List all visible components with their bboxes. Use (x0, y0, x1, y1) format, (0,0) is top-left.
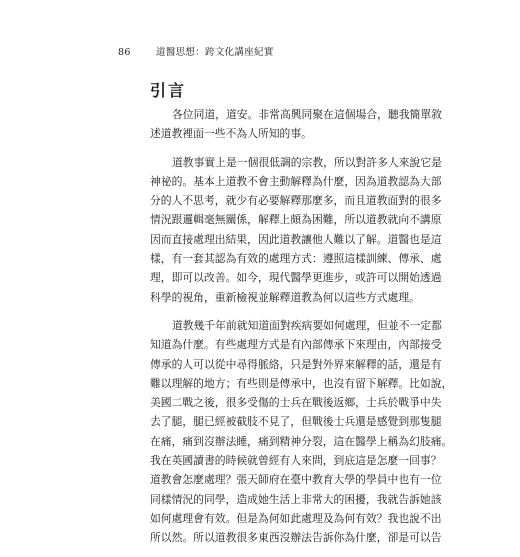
text-line: 傳承的人可以從中尋得脈絡，只是對外界來解釋的話，還是有 (150, 357, 442, 371)
text-line: 道教事實上是一個很低調的宗教，所以對許多人來說它是 (172, 155, 442, 169)
text-line: 理，即可以改善。如今，現代醫學更進步，或許可以開始透過 (150, 271, 442, 285)
text-line: 情況跟邏輯毫無關係，解釋上頗為困難，所以道教就向不講原 (150, 213, 442, 227)
paragraph (150, 153, 442, 307)
section-heading: 引言 (150, 81, 187, 100)
text-line: 分的人不思考，就少有必要解釋那麼多，而且道教面對的很多 (150, 194, 442, 208)
text-line: 神祕的。基本上道教不會主動解釋為什麼，因為道教認為大部 (150, 174, 442, 188)
text-line: 在痛，痛到沒辦法睡，痛到精神分裂，這在醫學上稱為幻肢痛。 (150, 434, 453, 448)
text-line: 去了腿，腿已經被截肢不見了，但戰後士兵還是感覺到那隻腿 (150, 415, 442, 429)
page-number: 86 (118, 47, 131, 58)
text-line: 道教幾千年前就知道面對疾病要如何處理，但並不一定都 (172, 318, 442, 332)
text-line: 知道為什麼。有些處理方式是有內部傳承下來理由，內部接受 (150, 338, 442, 352)
text-line: 因而直接處理出結果，因此道教讓他人難以了解。道醫也是這 (150, 232, 442, 246)
text-line: 同樣情況的同學，造成她生活上非常大的困擾，我就告訴她該 (150, 492, 442, 506)
text-line: 難以理解的地方；有些則是傳承中，也沒有留下解釋。比如說， (150, 376, 453, 390)
text-line: 各位同道，道安。非常高興同聚在這個場合，聽我簡單敘 (172, 108, 442, 121)
book-title: 道醫思想：跨文化講座紀實 (156, 47, 274, 58)
text-line: 道教會怎麼處理？張天師府在臺中教育大學的學員中也有一位 (150, 473, 442, 487)
body-text (150, 105, 453, 557)
text-line: 所以然。所以道教很多東西沒辦法告訴你為什麼，卻是可以告 (150, 531, 442, 545)
text-line: 述道教裡面一些不為人所知的事。 (150, 127, 312, 141)
paragraph (150, 316, 453, 548)
text-line: 科學的視角，重新檢視並解釋道教為何以這些方式處理。 (150, 290, 420, 304)
text-line: 樣，有一套其認為有效的處理方式：遵照這樣訓練、傳承、處 (150, 252, 442, 266)
paragraph (150, 105, 442, 144)
text-line: 如何處理會有效。但是為何如此處理及為何有效？我也說不出 (150, 511, 442, 525)
running-head (118, 44, 274, 58)
text-line: 我在英國讀書的時候就曾經有人來問，到底這是怎麼一回事？ (150, 454, 442, 468)
text-line: 美國二戰之後，很多受傷的士兵在戰後返鄉，士兵於戰爭中失 (150, 396, 442, 410)
